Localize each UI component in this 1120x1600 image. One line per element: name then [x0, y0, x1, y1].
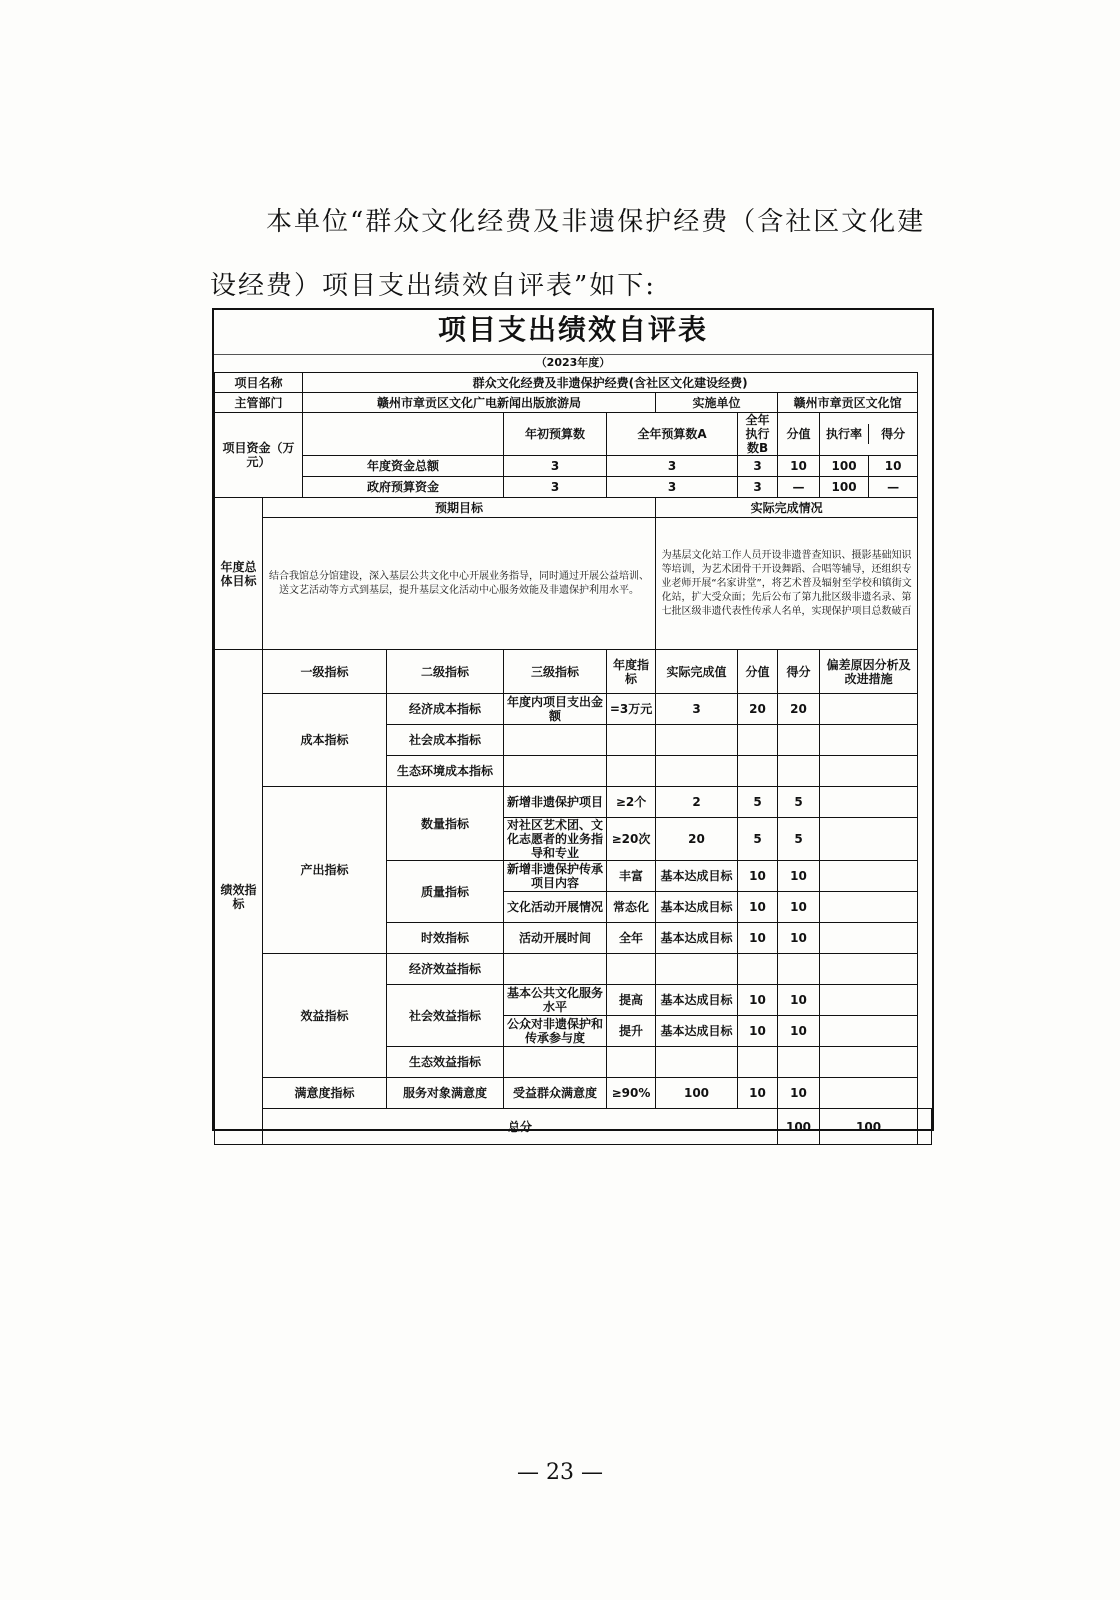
- l2-service: 服务对象满意度: [387, 1078, 504, 1109]
- got-cell: 10: [778, 1016, 820, 1047]
- funds-gov-got: —: [887, 480, 900, 494]
- target-cell: ≥2个: [607, 787, 656, 818]
- target-cell: ≥20次: [607, 818, 656, 861]
- funds-total-row: [215, 456, 932, 477]
- l3-cell: [504, 756, 607, 787]
- perf-header-l2: 二级指标: [387, 650, 504, 694]
- total-row: [215, 1109, 932, 1145]
- table-row: [215, 787, 932, 818]
- notes-cell: [820, 861, 918, 892]
- l2-quality: 质量指标: [387, 861, 504, 923]
- score-cell: 10: [738, 923, 778, 954]
- actual-cell: [656, 756, 738, 787]
- funds-header-blank: [303, 413, 504, 456]
- l3-cell: 文化活动开展情况: [504, 892, 607, 923]
- score-cell: [738, 954, 778, 985]
- goal-actual-header: 实际完成情况: [656, 498, 918, 518]
- evaluation-table: [214, 372, 932, 1145]
- goal-content-row: [215, 518, 932, 650]
- score-cell: 20: [738, 694, 778, 725]
- notes-cell: [820, 1047, 918, 1078]
- notes-cell: [820, 1078, 918, 1109]
- actual-cell: 3: [656, 694, 738, 725]
- project-name-row: [215, 373, 932, 393]
- l2-econ-cost: 经济成本指标: [387, 694, 504, 725]
- intro-line-2: 设经费）项目支出绩效自评表”如下:: [210, 271, 657, 301]
- got-cell: 5: [778, 787, 820, 818]
- funds-gov-rate-got: [820, 477, 918, 498]
- total-notes: [918, 1109, 932, 1145]
- actual-cell: [656, 725, 738, 756]
- l2-social-cost: 社会成本指标: [387, 725, 504, 756]
- target-cell: [607, 954, 656, 985]
- score-cell: [738, 1047, 778, 1078]
- actual-cell: [656, 1047, 738, 1078]
- goal-label: 年度总体目标: [215, 498, 263, 650]
- actual-cell: 基本达成目标: [656, 861, 738, 892]
- l3-cell: 公众对非遗保护和传承参与度: [504, 1016, 607, 1047]
- goal-actual: 为基层文化站工作人员开设非遗普查知识、摄影基础知识等培训，为艺术团骨干开设舞蹈、合唱等辅导，还组织专业老师开展“名家讲堂”，将艺术普及辐射至学校和镇街文化站，扩大受众面；先后公布了第九批区级非遗名录、第七批区级非遗代表性传承人名单，实现保护项目总数破百: [656, 518, 918, 650]
- actual-cell: 2: [656, 787, 738, 818]
- funds-gov-rate: 100: [820, 477, 869, 497]
- l3-cell: 受益群众满意度: [504, 1078, 607, 1109]
- got-cell: 10: [778, 1078, 820, 1109]
- target-cell: [607, 1047, 656, 1078]
- got-cell: 10: [778, 923, 820, 954]
- l2-quantity: 数量指标: [387, 787, 504, 861]
- actual-cell: 20: [656, 818, 738, 861]
- notes-cell: [820, 1016, 918, 1047]
- evaluation-sheet: [212, 308, 934, 1134]
- l3-cell: [504, 954, 607, 985]
- perf-header-l3: 三级指标: [504, 650, 607, 694]
- l1-cost: 成本指标: [263, 694, 387, 787]
- perf-header-target: 年度指标: [607, 650, 656, 694]
- got-cell: [778, 725, 820, 756]
- l3-cell: [504, 725, 607, 756]
- goal-header-row: [215, 498, 932, 518]
- goal-expected: 结合我馆总分馆建设，深入基层公共文化中心开展业务指导，同时通过开展公益培训、送文艺活动等方式到基层，提升基层文化活动中心服务效能及非遗保护利用水平。: [263, 518, 656, 650]
- funds-gov-annual: 3: [607, 477, 738, 498]
- notes-cell: [820, 892, 918, 923]
- l2-social-benefit: 社会效益指标: [387, 985, 504, 1047]
- score-cell: 10: [738, 985, 778, 1016]
- perf-label: 绩效指标: [215, 650, 263, 1145]
- l1-benefit: 效益指标: [263, 954, 387, 1078]
- target-cell: [607, 756, 656, 787]
- l3-cell: 基本公共文化服务水平: [504, 985, 607, 1016]
- perf-header-got: 得分: [778, 650, 820, 694]
- l2-timeliness: 时效指标: [387, 923, 504, 954]
- score-cell: 10: [738, 861, 778, 892]
- total-score: 100: [778, 1109, 820, 1145]
- funds-header-rate-got: [820, 413, 918, 456]
- target-cell: 常态化: [607, 892, 656, 923]
- l3-cell: 年度内项目支出金额: [504, 694, 607, 725]
- funds-total-rate-got: [820, 456, 918, 477]
- actual-cell: 100: [656, 1078, 738, 1109]
- l3-cell: 新增非遗保护项目: [504, 787, 607, 818]
- table-row: [215, 954, 932, 985]
- funds-gov-row: [215, 477, 932, 498]
- got-cell: [778, 756, 820, 787]
- notes-cell: [820, 954, 918, 985]
- l3-cell: 新增非遗保护传承项目内容: [504, 861, 607, 892]
- notes-cell: [820, 694, 918, 725]
- dept-label: 主管部门: [215, 393, 303, 413]
- notes-cell: [820, 923, 918, 954]
- l2-eco-cost: 生态环境成本指标: [387, 756, 504, 787]
- score-cell: 10: [738, 1078, 778, 1109]
- l3-cell: 对社区艺术团、文化志愿者的业务指导和专业: [504, 818, 607, 861]
- got-cell: 10: [778, 861, 820, 892]
- score-cell: 10: [738, 1016, 778, 1047]
- funds-header-annual: 全年预算数A: [607, 413, 738, 456]
- project-name-value: 群众文化经费及非遗保护经费(含社区文化建设经费): [303, 373, 918, 393]
- goal-expected-header: 预期目标: [263, 498, 656, 518]
- target-cell: ≥90%: [607, 1078, 656, 1109]
- total-label: 总分: [263, 1109, 778, 1145]
- actual-cell: 基本达成目标: [656, 923, 738, 954]
- got-cell: 5: [778, 818, 820, 861]
- project-name-label: 项目名称: [215, 373, 303, 393]
- l3-cell: 活动开展时间: [504, 923, 607, 954]
- sheet-title: 项目支出绩效自评表: [437, 313, 708, 346]
- total-got: 100: [820, 1109, 918, 1145]
- notes-cell: [820, 787, 918, 818]
- l1-satisfaction: 满意度指标: [263, 1078, 387, 1109]
- funds-header-got: 得分: [881, 427, 906, 441]
- sheet-year: （2023年度）: [214, 354, 932, 371]
- funds-gov-label: 政府预算资金: [303, 477, 504, 498]
- target-cell: 提高: [607, 985, 656, 1016]
- notes-cell: [820, 985, 918, 1016]
- score-cell: 5: [738, 818, 778, 861]
- score-cell: [738, 725, 778, 756]
- dept-value: 赣州市章贡区文化广电新闻出版旅游局: [303, 393, 656, 413]
- funds-total-got: 10: [884, 459, 902, 473]
- score-cell: [738, 756, 778, 787]
- intro-paragraph: [210, 190, 940, 318]
- funds-total-annual: 3: [607, 456, 738, 477]
- table-row: [215, 694, 932, 725]
- target-cell: 丰富: [607, 861, 656, 892]
- page-number: — 23 —: [517, 1460, 603, 1485]
- target-cell: 全年: [607, 923, 656, 954]
- notes-cell: [820, 818, 918, 861]
- intro-line-1: 本单位“群众文化经费及非遗保护经费（含社区文化建: [266, 207, 926, 237]
- funds-header-row: [215, 413, 932, 456]
- actual-cell: 基本达成目标: [656, 1016, 738, 1047]
- perf-header-l1: 一级指标: [263, 650, 387, 694]
- l2-econ-benefit: 经济效益指标: [387, 954, 504, 985]
- notes-cell: [820, 756, 918, 787]
- target-cell: 提升: [607, 1016, 656, 1047]
- funds-header-initial: 年初预算数: [504, 413, 607, 456]
- department-row: [215, 393, 932, 413]
- got-cell: [778, 1047, 820, 1078]
- funds-total-label: 年度资金总额: [303, 456, 504, 477]
- funds-gov-executed: 3: [738, 477, 778, 498]
- score-cell: 10: [738, 892, 778, 923]
- perf-header-row: [215, 650, 932, 694]
- funds-header-score: 分值: [778, 413, 820, 456]
- impl-label: 实施单位: [656, 393, 778, 413]
- funds-gov-initial: 3: [504, 477, 607, 498]
- funds-total-initial: 3: [504, 456, 607, 477]
- actual-cell: 基本达成目标: [656, 985, 738, 1016]
- funds-label: 项目资金（万元）: [215, 413, 303, 498]
- notes-cell: [820, 725, 918, 756]
- perf-header-notes: 偏差原因分析及改进措施: [820, 650, 918, 694]
- got-cell: 10: [778, 985, 820, 1016]
- funds-total-executed: 3: [738, 456, 778, 477]
- table-row: [215, 1078, 932, 1109]
- perf-header-actual: 实际完成值: [656, 650, 738, 694]
- actual-cell: [656, 954, 738, 985]
- funds-total-rate: 100: [820, 456, 869, 476]
- target-cell: =3万元: [607, 694, 656, 725]
- funds-gov-score: —: [778, 477, 820, 498]
- l3-cell: [504, 1047, 607, 1078]
- target-cell: [607, 725, 656, 756]
- l2-eco-benefit: 生态效益指标: [387, 1047, 504, 1078]
- got-cell: 10: [778, 892, 820, 923]
- funds-total-score: 10: [778, 456, 820, 477]
- actual-cell: 基本达成目标: [656, 892, 738, 923]
- funds-header-rate: 执行率: [820, 424, 869, 444]
- got-cell: [778, 954, 820, 985]
- l1-output: 产出指标: [263, 787, 387, 954]
- perf-header-score: 分值: [738, 650, 778, 694]
- funds-header-executed: 全年执行数B: [738, 413, 778, 456]
- impl-value: 赣州市章贡区文化馆: [778, 393, 918, 413]
- got-cell: 20: [778, 694, 820, 725]
- score-cell: 5: [738, 787, 778, 818]
